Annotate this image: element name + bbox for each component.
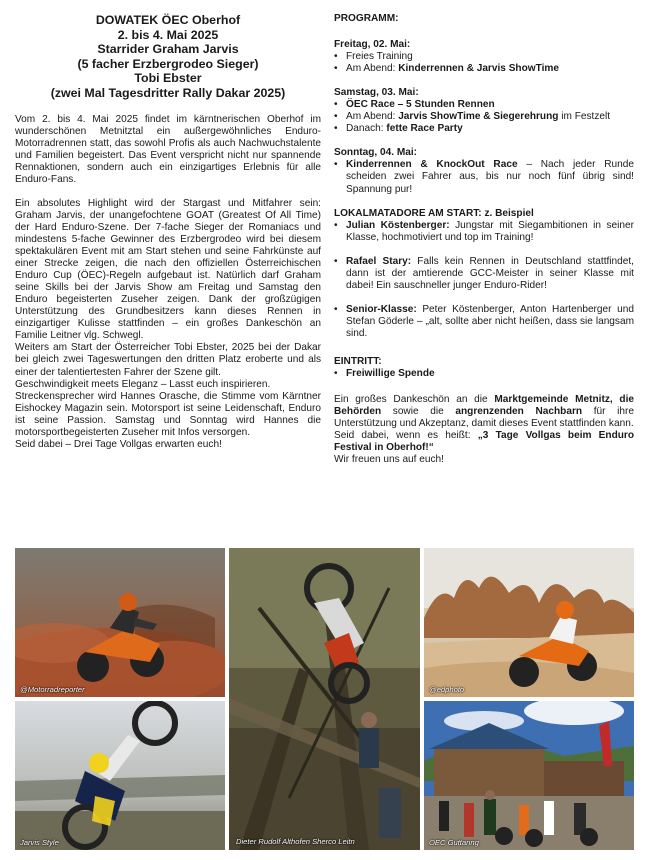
local-riders-senior: • Senior-Klasse: Peter Köstenberger, Anton Hartenberger und Stefan Göderle – „alt, sollte aber nicht heißen, dass sie langsam sind. bbox=[334, 304, 634, 340]
left-column bbox=[15, 13, 321, 451]
program-title: PROGRAMM: bbox=[334, 13, 399, 24]
headline-erzberg: (5 facher Erzbergrodeo Sieger) bbox=[77, 56, 259, 71]
saturday-heading: Samstag, 03. Mai: bbox=[334, 87, 419, 99]
saturday-item-party: • Danach: fette Race Party bbox=[334, 123, 634, 135]
locals-title: LOKALMATADORE AM START: z. Beispiel bbox=[334, 207, 534, 219]
local-rider-julian: • Julian Köstenberger: Jungstar mit Siegambitionen in seiner Klasse, hochmotiviert und top im Training! bbox=[334, 220, 634, 244]
thanks-paragraph: Ein großes Dankeschön an die Marktgemeinde Metnitz, die Behörden sowie die angrenzenden Nachbarn für ihre Unterstützung und Akzeptanz, damit dieses Event stattfinden kann. bbox=[334, 394, 634, 430]
article-paragraph-closing: Seid dabei – Drei Tage Vollgas erwarten euch! bbox=[15, 438, 222, 450]
article-paragraph-eleganz: Geschwindigkeit meets Eleganz – Lasst euch inspirieren. bbox=[15, 378, 271, 390]
program-sunday bbox=[334, 147, 634, 195]
local-rider-rafael: • Rafael Stary: Falls kein Rennen in Deutschland stattfindet, dann ist der amtierende GCC-Meister in seiner Klasse mit dabei! Ein sauschneller junger Enduro-Rider! bbox=[334, 256, 634, 292]
saturday-item-race: • ÖEC Race – 5 Stunden Rennen bbox=[334, 99, 634, 111]
program-friday bbox=[334, 39, 634, 75]
photo-caption-dieter-rudolf: Dieter Rudolf Althofen Sherco Leitn bbox=[236, 837, 355, 846]
saturday-item-evening: • Am Abend: Jarvis ShowTime & Siegerehrung im Festzelt bbox=[334, 111, 634, 123]
headline-dakar: (zwei Mal Tagesdritter Rally Dakar 2025) bbox=[50, 85, 286, 100]
photo-jarvis-style-image bbox=[15, 701, 225, 850]
closing-line: Wir freuen uns auf euch! bbox=[334, 454, 444, 466]
headline-event: DOWATEK ÖEC Oberhof bbox=[95, 13, 241, 27]
headline bbox=[15, 13, 321, 101]
article-paragraph-intro: Vom 2. bis 4. Mai 2025 findet im kärntnerischen Oberhof im wunderschönen Metnitztal ein außergewöhnliches Enduro-Motorradrennen statt, das sowohl Profis als auch Nachwuchstalente und Familien begeistert. Das Event verspricht nicht nur spannende Rennaktionen, sondern auch ein einzigartiges Erlebnis für alle Enduro-Fans. bbox=[15, 113, 321, 185]
article-paragraph-jarvis: Ein absolutes Highlight wird der Stargast und Mitfahrer sein: Graham Jarvis, der unangefochtene GOAT (Greatest Of All Time) der Hard Enduro-Szene. Der 7-fache Sieger der Romaniacs und mindestens 5-fache Gewinner des Erzbergrodeo wird bei diesem spektakulären Event mit am Start stehen und seine Fahrkünste auf einer Strecke zeigen, die nach den offiziellen Österreichischen Enduro Cup (ÖEC)-Regeln aufgebaut ist. Natürlich darf Graham seine Skills bei der Jarvis Show am Freitag und Samstag den Enduro begeisterten Zuseher zeigen. Dank der großzügigen Unterstützung des Grundbesitzers kann dieses Rennen in einzigartiger Kulisse stattfinden – ein großes Dankeschön an Familie Leitner vlg. Schwegl. bbox=[15, 197, 321, 342]
admission-item: • Freiwillige Spende bbox=[334, 368, 634, 380]
photo-rider-desert-image bbox=[424, 548, 634, 697]
photo-oec-guttaring bbox=[424, 701, 634, 850]
headline-ebster: Tobi Ebster bbox=[134, 71, 202, 86]
article-body bbox=[15, 114, 321, 451]
headline-date: 2. bis 4. Mai 2025 bbox=[117, 27, 219, 42]
photo-caption-oec-guttaring: OEC Guttaring bbox=[429, 838, 479, 847]
photo-jarvis-style bbox=[15, 701, 225, 850]
photo-oec-guttaring-image bbox=[424, 701, 634, 850]
photo-rider-desert bbox=[424, 548, 634, 697]
friday-heading: Freitag, 02. Mai: bbox=[334, 39, 411, 51]
photo-rider-red-dirt-image bbox=[15, 548, 225, 697]
program-saturday bbox=[334, 87, 634, 135]
friday-item-evening: • Am Abend: Kinderrennen & Jarvis ShowTime bbox=[334, 63, 634, 75]
photo-caption-jarvis-style: Jarvis Style bbox=[20, 838, 59, 847]
right-column bbox=[334, 13, 634, 466]
sunday-item-knockout: • Kinderrennen & KnockOut Race – Nach jeder Runde scheiden zwei Fahrer aus, bis nur noch fünf übrig sind! Spannung pur! bbox=[334, 159, 634, 195]
article-paragraph-ebster: Weiters am Start der Österreicher Tobi Ebster, 2025 bei der Dakar bei gleich zwei Tageswertungen den dritten Platz eroberte und als einer der talentiertesten Fahrer der Szene gilt. bbox=[15, 342, 321, 378]
photo-caption-edphoto: @edphoto bbox=[429, 685, 465, 694]
photo-caption-motorradreporter: @Motorradreporter bbox=[20, 685, 85, 694]
admission-title: EINTRITT: bbox=[334, 355, 382, 367]
slogan-paragraph: Seid dabei, wenn es heißt: „3 Tage Vollgas beim Enduro Festival in Oberhof!“ bbox=[334, 430, 634, 454]
friday-item-training: • Freies Training bbox=[334, 51, 634, 63]
locals-section bbox=[334, 208, 634, 340]
photo-rider-forest-image bbox=[229, 548, 420, 850]
admission-section bbox=[334, 356, 634, 380]
program-heading-block bbox=[334, 13, 634, 25]
sunday-heading: Sonntag, 04. Mai: bbox=[334, 147, 418, 159]
photo-rider-forest bbox=[229, 548, 420, 850]
article-paragraph-speaker: Streckensprecher wird Hannes Orasche, die Stimme vom Kärntner Eishockey Magazin sein. Motorsport ist seine Leidenschaft, Enduro ist seine Passion. Samstag und Sonntag wird Hannes die motorsportbegeisterten Zuseher mit Infos versorgen. bbox=[15, 390, 321, 438]
photo-rider-red-dirt bbox=[15, 548, 225, 697]
headline-starrider: Starrider Graham Jarvis bbox=[97, 42, 239, 57]
thanks-section bbox=[334, 394, 634, 466]
